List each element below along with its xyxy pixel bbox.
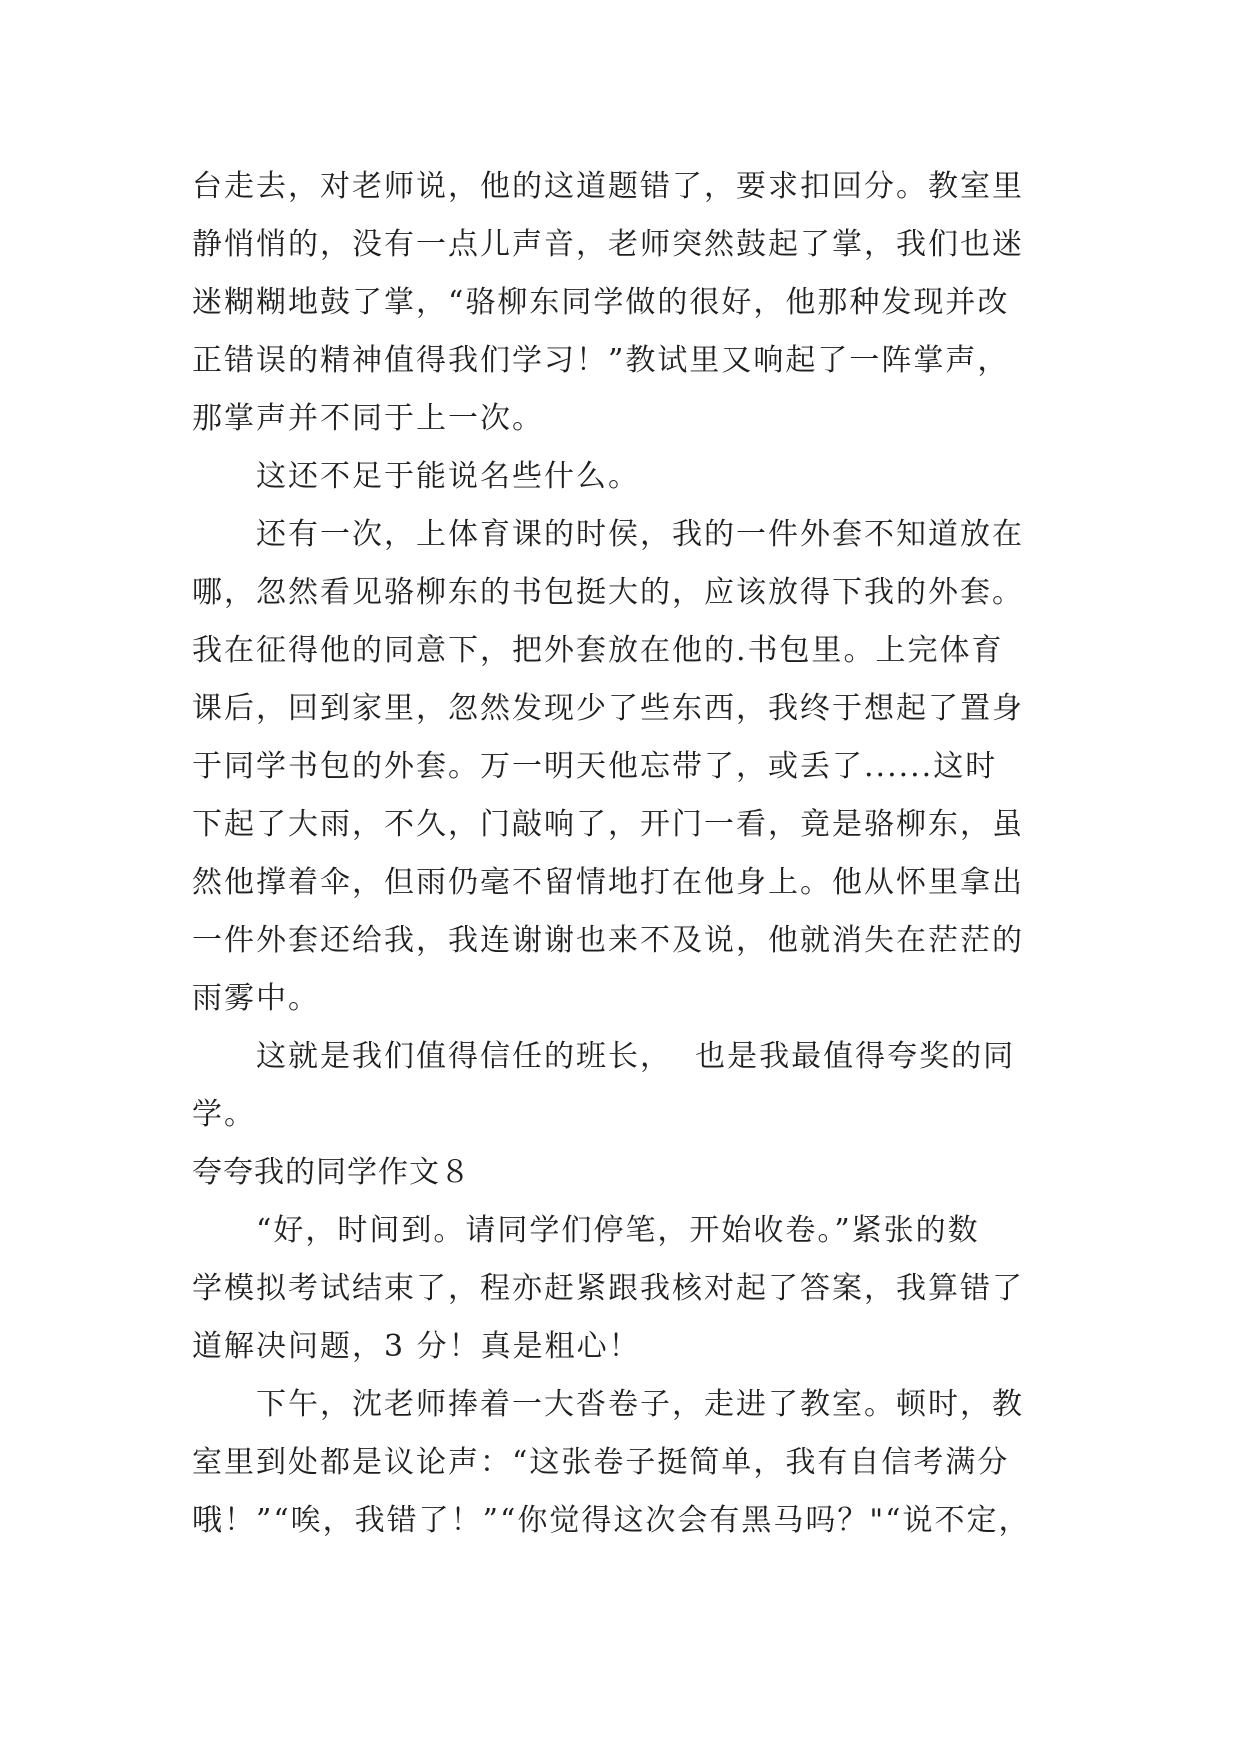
text-line: 雨雾中。	[192, 981, 320, 1016]
text-line: 迷糊糊地鼓了掌，“骆柳东同学做的很好，他那种发现并改	[192, 285, 1010, 320]
text-line: 课后，回到家里，忽然发现少了些东西，我终于想起了置身	[192, 691, 1024, 726]
text-line: 室里到处都是议论声：“这张卷子挺简单，我有自信考满分	[192, 1445, 1010, 1480]
text-line: 那掌声并不同于上一次。	[192, 401, 544, 436]
text-line: 哦！”“唉，我错了！”“你觉得这次会有黑马吗？"“说不定，	[192, 1503, 1031, 1538]
paragraph-start-line: 还有一次，上体育课的时侯，我的一件外套不知道放在	[256, 517, 1024, 552]
text-line: 我在征得他的同意下，把外套放在他的.书包里。上完体育	[192, 633, 1004, 668]
text-line: 下起了大雨，不久，门敲响了，开门一看，竟是骆柳东，虽	[192, 807, 1024, 842]
text-line: 哪，忽然看见骆柳东的书包挺大的，应该放得下我的外套。	[192, 575, 1024, 610]
text-line: 于同学书包的外套。万一明天他忘带了，或丢了......这时	[192, 749, 998, 784]
text-line: 学模拟考试结束了，程亦赶紧跟我核对起了答案，我算错了	[192, 1271, 1024, 1306]
text-line: 一件外套还给我，我连谢谢也来不及说，他就消失在茫茫的	[192, 923, 1024, 958]
text-line: 然他撑着伞，但雨仍毫不留情地打在他身上。他从怀里拿出	[192, 865, 1024, 900]
paragraph-start-line: 这就是我们值得信任的班长， 也是我最值得夸奖的同	[256, 1039, 1016, 1074]
text-line: 台走去，对老师说，他的这道题错了，要求扣回分。教室里	[192, 169, 1024, 204]
article-body	[192, 158, 1064, 1550]
text-line: 静悄悄的，没有一点儿声音，老师突然鼓起了掌，我们也迷	[192, 227, 1024, 262]
text-line: 学。	[192, 1097, 256, 1132]
section-heading: 夸夸我的同学作文８	[192, 1155, 471, 1190]
paragraph-start-line: 下午，沈老师捧着一大沓卷子，走进了教室。顿时，教	[256, 1387, 1024, 1422]
text-line: 道解决问题，3 分！真是粗心！	[192, 1329, 641, 1364]
paragraph-start-line: “好，时间到。请同学们停笔，开始收卷。”紧张的数	[256, 1213, 980, 1248]
paragraph-start-line: 这还不足于能说名些什么。	[256, 459, 640, 494]
text-line: 正错误的精神值得我们学习！”教试里又响起了一阵掌声，	[192, 343, 1010, 378]
